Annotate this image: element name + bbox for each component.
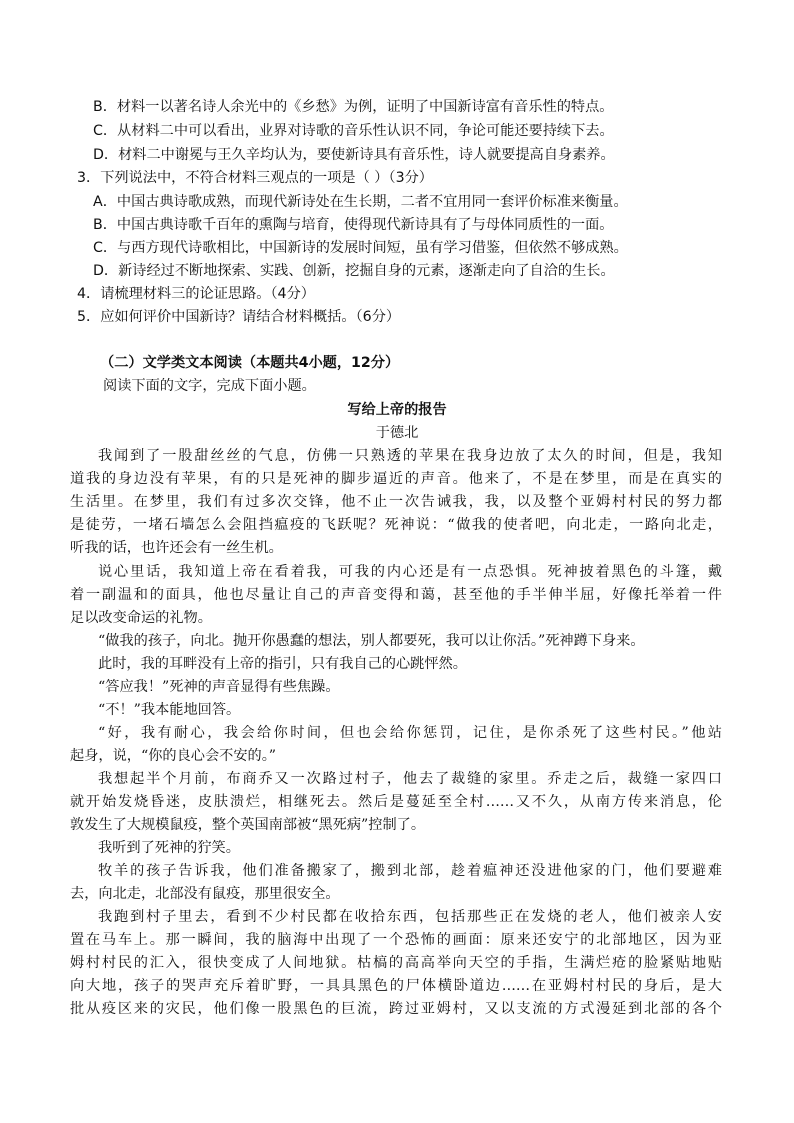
story-line: 牧羊的孩子告诉我，他们准备搬家了，搬到北部，趁着瘟神还没进他家的门，他们要避难 [98,863,722,879]
section-instruction: 阅读下面的文字，完成下面小题。 [103,378,316,394]
story-title: 写给上帝的报告 [347,402,447,418]
story-line: 着一副温和的面具，他也尽量让自己的声音变得和蔼，甚至他的手半伸半屈，好像托举着一件 [70,587,722,603]
story-line: 就开始发烧昏迷，皮肤溃烂，相继死去。然后是蔓延至全村……又不久，从南方传来消息，伦 [70,794,722,810]
story-line: 去，向北走，北部没有鼠疫，那里很安全。 [70,886,340,902]
question-3-stem: 3．下列说法中，不符合材料三观点的一项是（ ）（3分） [77,170,433,186]
question-3-option-c: C．与西方现代诗歌相比，中国新诗的发展时间短，虽有学习借鉴，但依然不够成熟。 [93,240,628,256]
story-line: 置在马车上。那一瞬间，我的脑海中出现了一个恐怖的画面：原来还安宁的北部地区，因为亚 [70,932,722,948]
question-3-option-b: B．中国古典诗歌千百年的熏陶与培育，使得现代新诗具有了与母体同质性的一面。 [93,217,614,233]
story-line: 道我的身边没有苹果，有的只是死神的脚步逼近的声音。他来了，不是在梦里，而是在真实的 [70,471,722,487]
story-line: “不！”我本能地回答。 [98,702,241,718]
story-line: “答应我！”死神的声音显得有些焦躁。 [98,679,340,695]
story-line: 我闻到了一股甜丝丝的气息，仿佛一只熟透的苹果在我身边放了太久的时间，但是，我知 [98,448,722,464]
story-line: 我听到了死神的狞笑。 [98,840,240,856]
story-line: 我想起半个月前，布商乔又一次路过村子，他去了裁缝的家里。乔走之后，裁缝一家四口 [98,771,722,787]
story-line: “做我的孩子，向北。抛开你愚蠢的想法，别人都要死，我可以让你活。”死神蹲下身来。 [98,633,645,649]
story-line: “好，我有耐心，我会给你时间，但也会给你惩罚，记住，是你杀死了这些村民。”他站 [98,725,722,741]
story-line: 敦发生了大规模鼠疫，整个英国南部被“黑死病”控制了。 [70,817,426,833]
story-line: 向大地，孩子的哭声充斥着旷野，一具具黑色的尸体横卧道边……在亚姆村村民的身后，是大 [70,978,722,994]
option-c-prev: C．从材料二中可以看出，业界对诗歌的音乐性认识不同，争论可能还要持续下去。 [93,123,614,139]
story-line: 足以改变命运的礼物。 [70,610,212,626]
story-line: 是徒劳，一堵石墙怎么会阻挡瘟疫的飞跃呢？死神说：“做我的使者吧，向北走，一路向北走， [70,517,722,533]
story-line: 姆村村民的汇入，很快变成了人间地狱。枯槁的高高举向天空的手指，生满烂疮的脸紧贴地贴 [70,955,722,971]
story-line: 我跑到村子里去，看到不少村民都在收拾东西，包括那些正在发烧的老人，他们被亲人安 [98,909,722,925]
story-line: 批从疫区来的灾民，他们像一股黑色的巨流，跨过亚姆村，又以支流的方式漫延到北部的各个 [70,1001,722,1017]
story-author: 于德北 [375,425,419,441]
story-line: 听我的话，也许还会有一丝生机。 [70,540,283,556]
story-line: 此时，我的耳畔没有上帝的指引，只有我自己的心跳怦然。 [98,656,467,672]
question-4: 4．请梳理材料三的论证思路。（4分） [77,286,315,302]
question-5: 5．应如何评价中国新诗？请结合材料概括。（6分） [77,309,401,325]
section-heading: （二）文学类文本阅读（本题共4小题，12分） [100,355,400,371]
option-b-prev: B．材料一以著名诗人余光中的《乡愁》为例，证明了中国新诗富有音乐性的特点。 [93,99,614,115]
question-3-option-d: D．新诗经过不断地探索、实践、创新，挖掘自身的元素，逐渐走向了自洽的生长。 [93,263,615,279]
option-d-prev: D．材料二中谢冕与王久辛均认为，要使新诗具有音乐性，诗人就要提高自身素养。 [93,147,615,163]
story-line: 生活里。在梦里，我们有过多次交锋，他不止一次告诫我，我，以及整个亚姆村村民的努力都 [70,494,722,510]
question-3-option-a: A．中国古典诗歌成熟，而现代新诗处在生长期，二者不宜用同一套评价标准来衡量。 [93,194,628,210]
story-line: 起身，说，“你的良心会不安的。” [70,748,277,764]
story-line: 说心里话，我知道上帝在看着我，可我的内心还是有一点恐惧。死神披着黑色的斗篷，戴 [98,564,722,580]
